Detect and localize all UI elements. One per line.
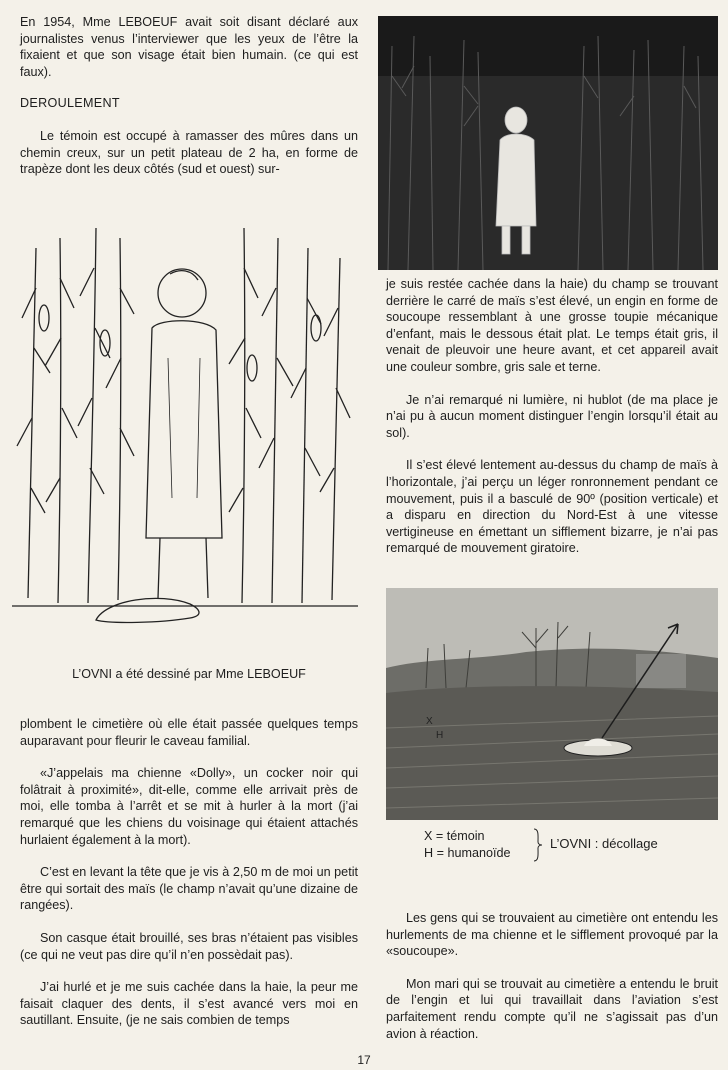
page-number: 17	[357, 1053, 371, 1067]
photo-legend	[424, 828, 724, 868]
paragraph-petit-etre: C’est en levant la tête que je vis à 2,50 m de moi un petit être qui sortait des maïs (le champ n’avait qu’une dizaine de rangées).	[20, 865, 358, 913]
paragraph-casque: Son casque était brouillé, ses bras n’étaient pas visibles (ce qui ne veut pas dire qu’il n’en possèdait pas).	[20, 930, 358, 962]
photo-mark-x: X	[426, 716, 433, 727]
cornfield-photo	[378, 16, 718, 270]
paragraph-cimetiere: plombent le cimetière où elle était passée quelques temps auparavant pour fleurir le caveau familial.	[20, 717, 358, 748]
paragraph-engin: je suis restée cachée dans la haie) du champ se trouvant derrière le carré de maïs s’est élevé, un engin en forme de soucoupe ressemblant à une grosse toupie mécanique d’enfant, mais le dessous était plat. Le temps était gris, il venait de pleuvoir une heure avant, et cet appareil avait une couleur sombre, gris sale et terne.	[386, 277, 718, 374]
section-heading: DEROULEMENT	[20, 96, 120, 111]
paragraph-dolly: «J’appelais ma chienne «Dolly», un cocker noir qui folâtrait à proximité», dit-elle, comme elle arrivait près de moi, elle tomba à l’arrêt et se mit à hurler à la mort (j’ai remarqué que les chiens du voisinage qui étaient attachés hurlaient également à la mort).	[20, 766, 358, 847]
left-column-bottom	[20, 716, 358, 1029]
legend-title: L’OVNI : décollage	[550, 836, 658, 851]
takeoff-photo	[386, 588, 718, 820]
legend-brace	[532, 828, 544, 862]
paragraph-haie: J’ai hurlé et je me suis cachée dans la haie, la peur me faisait claquer des dents, il s’est avancé vers moi en sautillant. Ensuite, (je ne sais combien de temps	[20, 980, 358, 1028]
legend-h: H = humanoïde	[424, 846, 511, 860]
legend-x: X = témoin	[424, 829, 485, 843]
paragraph-mari: Mon mari qui se trouvait au cimetière a entendu le bruit de l’engin et lui qui travaillait dans l’aviation s’est parfaitement rendu compte qu’il ne s’agissait pas d’un avion à réaction.	[386, 976, 718, 1041]
paragraph-lumiere: Je n’ai remarqué ni lumière, ni hublot (de ma place je n’ai pu à aucun moment distinguer l’engin lorsqu’il était au sol).	[386, 392, 718, 440]
paragraph-gens: Les gens qui se trouvaient au cimetière ont entendu les hurlements de ma chienne et le sifflement provoqué par la «soucoupe».	[386, 911, 718, 959]
paragraph-temoin: Le témoin est occupé à ramasser des mûres dans un chemin creux, sur un petit plateau de 2 ha, en forme de trapèze dont les deux côtés (sud et ouest) sur-	[20, 128, 358, 177]
paragraph-eleve: Il s’est élevé lentement au-dessus du champ de maïs à l’horizontale, j’ai perçu un léger ronronnement pendant ce mouvement, puis il a basculé de 90º (position verticale) et a disparu en direction du Nord-Est à une vitesse vertigineuse en émettant un sifflement bizarre, je n’ai pas remarqué de mouvement giratoire.	[386, 458, 718, 556]
photo-mark-h: H	[436, 730, 444, 741]
drawing-caption: L’OVNI a été dessiné par Mme LEBOEUF	[72, 667, 306, 681]
right-column-top	[386, 276, 718, 557]
witness-drawing	[10, 208, 360, 628]
left-column-top	[20, 14, 358, 178]
right-column-bottom	[386, 910, 718, 1042]
intro-paragraph: En 1954, Mme LEBOEUF avait soit disant déclaré aux journalistes venus l’interviewer que les yeux de l’être la fixaient et que son visage était bien humain. (ce qui est faux).	[20, 15, 358, 79]
